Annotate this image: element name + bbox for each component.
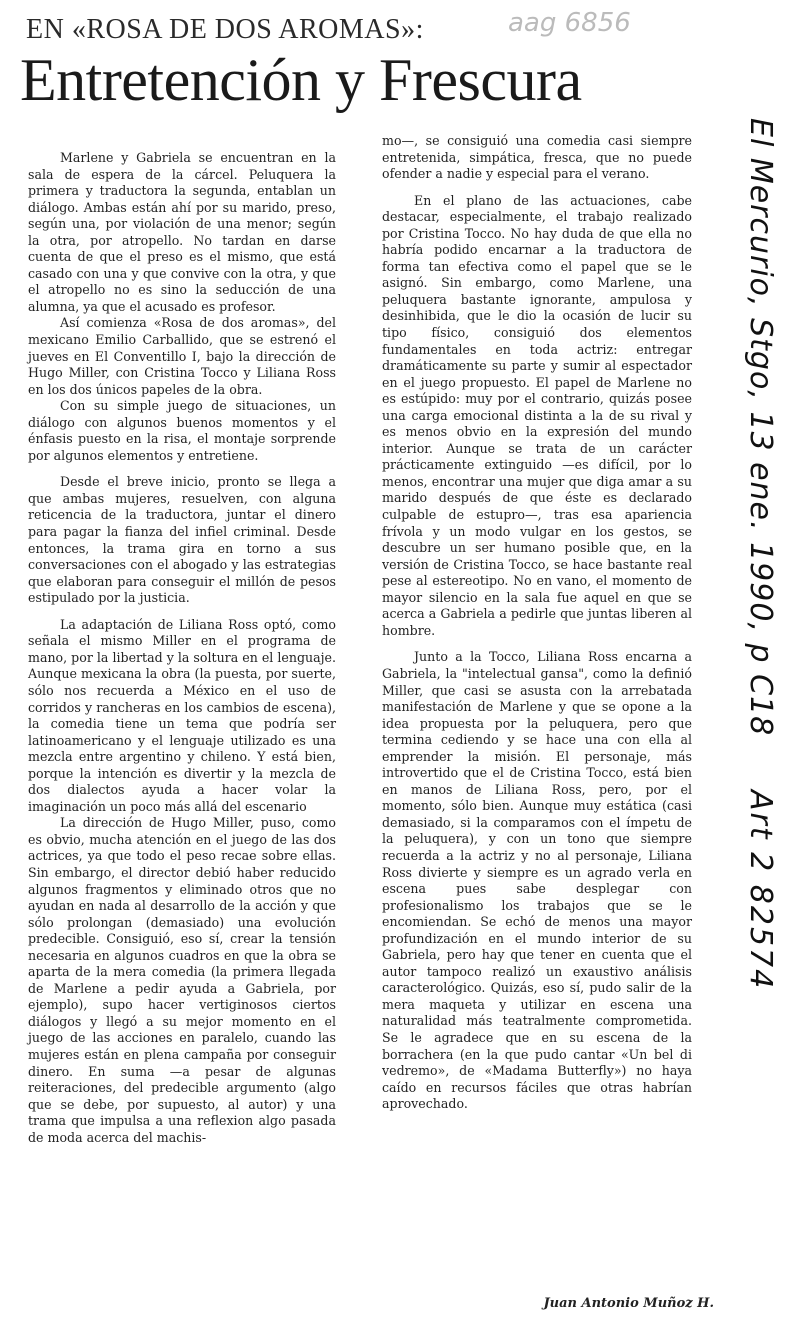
paragraph: Marlene y Gabriela se encuentran en la sala de espera de la cárcel. Peluquera la primera y traductora la segunda, entablan un diálogo. Ambas están ahí por su marido, preso, según una, por violación de una menor; según la otra, por atropello. No tardan en darse cuenta de que el preso es el mismo, que está casado con una y que convive con la otra, y que el atropello no es sino la seducción de una alumna, ya que el acusado es profesor. (28, 150, 336, 314)
byline: Juan Antonio Muñoz H. (543, 1296, 714, 1311)
headline: Entretención y Frescura (20, 47, 582, 113)
paragraph: En el plano de las actuaciones, cabe destacar, especialmente, el trabajo realizado por Cristina Tocco. No hay duda de que ella no habría podido encarnar a la traductora de forma tan efectiva como el papel que se le asignó. Sin embargo, como Marlene, una peluquera bastante ignorante, ampulosa y desinhibida, que le dio la ocasión de lucir su tipo físico, consiguió dos elementos fundamentales en toda actriz: entregar dramáticamente su parte y sumir al espectador en el juego propuesto. El papel de Marlene no es estúpido: muy por el contrario, quizás posee una carga emocional distinta a la de su rival y es menos obvio en la expresión del mundo interior. Aunque se trata de un carácter prácticamente extinguido —es difícil, por lo menos, encontrar una mujer que diga amar a su marido después de que éste es declarado culpable de estupro—, tras esa apariencia frívola y un modo vulgar en los gestos, se descubre un ser humano posible que, en la versión de Cristina Tocco, se hace bastante real pese al estereotipo. No en vano, el momento de mayor silencio en la sala fue aquel en que se acerca a Gabriela a pedirle que juntas liberen al hombre. (382, 192, 692, 638)
article-column-right (382, 133, 692, 1113)
paragraph: mo—, se consiguió una comedia casi siempre entretenida, simpática, fresca, que no puede ofender a nadie y especial para el verano. (382, 133, 692, 182)
handwritten-reference-note: aag 6856 (508, 8, 631, 38)
paragraph: Desde el breve inicio, pronto se llega a que ambas mujeres, resuelven, con alguna reticencia de la traductora, juntar el dinero para pagar la fianza del infiel criminal. Desde entonces, la trama gira en torno a sus conversaciones con el abogado y las estrategias que elaboran para conseguir el millón de pesos estipulado por la justicia. (28, 474, 336, 606)
paragraph: Junto a la Tocco, Liliana Ross encarna a Gabriela, la "intelectual gansa", como la definió Miller, que casi se asusta con la arrebatada manifestación de Marlene y que se opone a la idea propuesta por la peluquera, pero que termina cediendo y se hace una con ella al emprender la misión. El personaje, más introvertido que el de Cristina Tocco, está bien en manos de Liliana Ross, pero, por el momento, sólo bien. Aunque muy estática (casi demasiado, si la comparamos con el ímpetu de la peluquera), y con un tono que siempre recuerda a la actriz y no al personaje, Liliana Ross divierte y siempre es un agrado verla en escena pues sabe desplegar con profesionalismo los trabajos que se le encomiendan. Se echó de menos una mayor profundización en el mundo interior de su Gabriela, pero hay que tener en cuenta que el autor tampoco realizó un exaustivo análisis caracterológico. Quizás, eso sí, pudo salir de la mera maqueta y utilizar en escena una naturalidad más teatralmente comprometida. Se le agradece que en su escena de la borrachera (en la que pudo cantar «Un bel di vedremo», de «Madama Butterfly») no haya caído en recursos fáciles que otras habrían aprovechado. (382, 649, 692, 1112)
paragraph: Así comienza «Rosa de dos aromas», del mexicano Emilio Carballido, que se estrenó el jueves en El Conventillo I, bajo la dirección de Hugo Miller, con Cristina Tocco y Liliana Ross en los dos únicos papeles de la obra. (28, 315, 336, 397)
paragraph: La adaptación de Liliana Ross optó, como señala el mismo Miller en el programa de mano, por la libertad y la soltura en el lenguaje. Aunque mexicana la obra (la puesta, por suerte, sólo nos recuerda a México en el uso de corridos y rancheras en los cambios de escena), la comedia tiene un tema que podría ser latinoamericano y el lenguaje utilizado es una mezcla entre argentino y chileno. Y está bien, porque la intención es divertir y la mezcla de dos dialectos ayuda a hacer volar la imaginación un poco más allá del escenario (28, 616, 336, 814)
paragraph: Con su simple juego de situaciones, un diálogo con algunos buenos momentos y el énfasis puesto en la risa, el montaje sorprende por algunos elementos y entretiene. (28, 398, 336, 463)
handwritten-source-note: El Mercurio, Stgo, 13 ene. 1990, p C18 (743, 118, 778, 737)
handwritten-code-note: Art 2 82574 (743, 790, 778, 991)
paragraph: La dirección de Hugo Miller, puso, como es obvio, mucha atención en el juego de las dos actrices, ya que todo el peso recae sobre ellas. Sin embargo, el director debió haber reducido algunos fragmentos y eliminado otros que no ayudan en nada al desarrollo de la acción y que sólo prolongan (demasiado) una evolución predecible. Consiguió, eso sí, crear la tensión necesaria en algunos cuadros en que la obra se aparta de la mera comedia (la primera llegada de Marlene a pedir ayuda a Gabriela, por ejemplo), supo hacer vertiginosos ciertos diálogos y llegó a su mejor momento en el juego de las acciones en paralelo, cuando las mujeres están en plena campaña por conseguir dinero. En suma —a pesar de algunas reiteraciones, del predecible argumento (algo que se debe, por supuesto, al autor) y una trama que impulsa a una reflexion algo pasada de moda acerca del machis- (28, 815, 336, 1145)
article-column-left (28, 150, 336, 1146)
kicker: EN «ROSA DE DOS AROMAS»: (26, 14, 424, 45)
